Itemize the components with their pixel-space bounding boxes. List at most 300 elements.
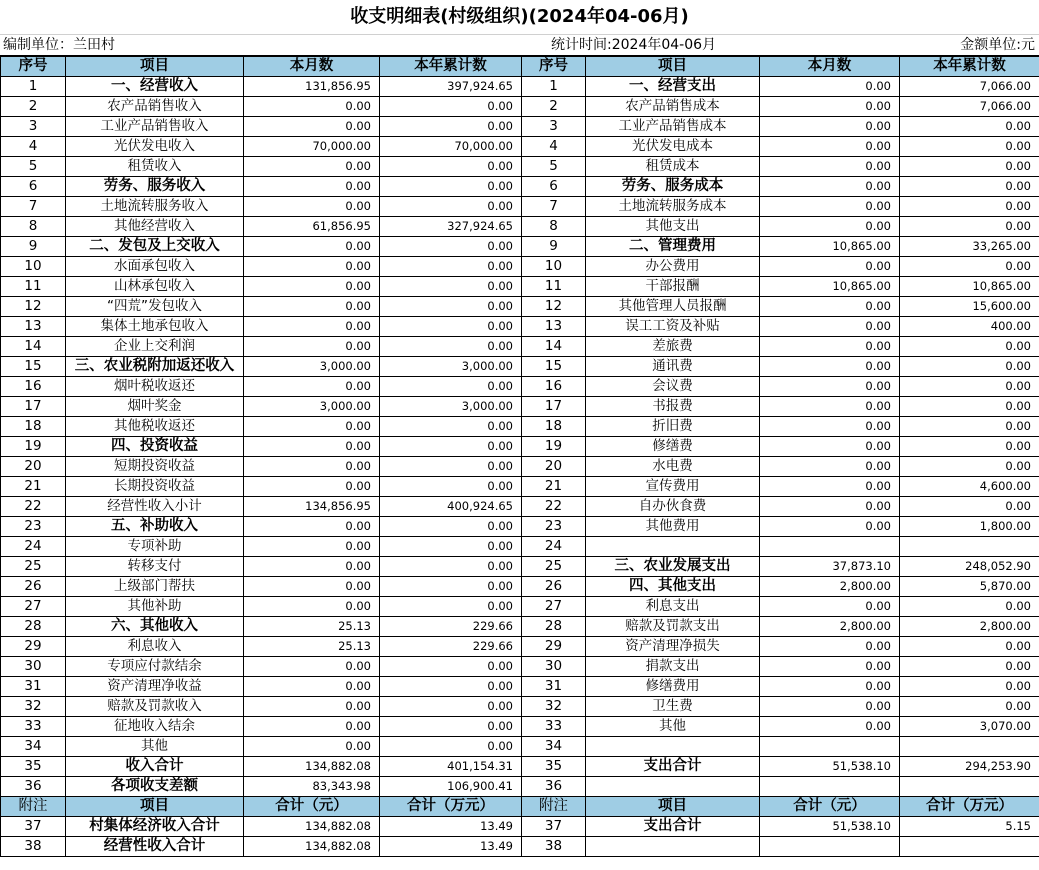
income-row-number: 11 (1, 277, 66, 297)
table-row (1, 177, 1039, 197)
income-current-amount: 0.00 (244, 117, 380, 137)
income-ytd-amount: 0.00 (380, 417, 522, 437)
expense-item-name: 会议费 (586, 377, 760, 397)
expense-ytd-amount: 294,253.90 (900, 757, 1039, 777)
income-ytd-amount: 0.00 (380, 257, 522, 277)
income-item-name: 上级部门帮扶 (66, 577, 244, 597)
income-row-number: 31 (1, 677, 66, 697)
table-header-row (1, 57, 1039, 77)
income-row-number: 5 (1, 157, 66, 177)
income-item-name: 经营性收入小计 (66, 497, 244, 517)
expense-current-amount: 0.00 (760, 397, 900, 417)
expense-current-amount: 51,538.10 (760, 757, 900, 777)
expense-row-number: 9 (522, 237, 586, 257)
income-row-number: 6 (1, 177, 66, 197)
expense-ytd-amount: 0.00 (900, 177, 1039, 197)
expense-ytd-amount: 5,870.00 (900, 577, 1039, 597)
income-ytd-amount: 0.00 (380, 337, 522, 357)
expense-item-name: 水电费 (586, 457, 760, 477)
expense-ytd-amount: 0.00 (900, 637, 1039, 657)
expense-ytd-amount (900, 537, 1039, 557)
expense-ytd-amount: 0.00 (900, 137, 1039, 157)
expense-item-name: 自办伙食费 (586, 497, 760, 517)
expense-row-number: 32 (522, 697, 586, 717)
expense-ytd-amount (900, 777, 1039, 797)
table-row (1, 637, 1039, 657)
table-row (1, 217, 1039, 237)
income-ytd-amount: 0.00 (380, 677, 522, 697)
expense-current-amount: 51,538.10 (760, 817, 900, 837)
expense-current-amount: 0.00 (760, 637, 900, 657)
unit-label: 编制单位：兰田村 (3, 37, 115, 53)
income-item-name: 经营性收入合计 (66, 837, 244, 857)
income-item-name: 长期投资收益 (66, 477, 244, 497)
expense-row-number: 37 (522, 817, 586, 837)
income-row-number: 34 (1, 737, 66, 757)
income-current-amount: 134,882.08 (244, 757, 380, 777)
table-row (1, 137, 1039, 157)
expense-item-name: 误工工资及补贴 (586, 317, 760, 337)
expense-item-name: 书报费 (586, 397, 760, 417)
expense-current-amount: 0.00 (760, 337, 900, 357)
expense-item-name: 一、经营支出 (586, 77, 760, 97)
table-row (1, 97, 1039, 117)
income-current-amount: 0.00 (244, 97, 380, 117)
income-item-name: 水面承包收入 (66, 257, 244, 277)
expense-row-number: 30 (522, 657, 586, 677)
income-item-name: 三、农业税附加返还收入 (66, 357, 244, 377)
expense-row-number: 8 (522, 217, 586, 237)
table-row (1, 497, 1039, 517)
income-current-amount: 134,882.08 (244, 837, 380, 857)
income-ytd-amount: 0.00 (380, 97, 522, 117)
expense-current-amount: 0.00 (760, 317, 900, 337)
expense-ytd-amount (900, 837, 1039, 857)
expense-current-amount (760, 737, 900, 757)
expense-row-number: 29 (522, 637, 586, 657)
income-row-number: 25 (1, 557, 66, 577)
expense-row-number: 2 (522, 97, 586, 117)
expense-ytd-amount: 2,800.00 (900, 617, 1039, 637)
column-header: 序号 (522, 57, 586, 77)
expense-ytd-amount: 0.00 (900, 257, 1039, 277)
expense-item-name: 干部报酬 (586, 277, 760, 297)
expense-item-name: 农产品销售成本 (586, 97, 760, 117)
expense-item-name: 卫生费 (586, 697, 760, 717)
expense-current-amount: 0.00 (760, 717, 900, 737)
income-row-number: 20 (1, 457, 66, 477)
income-item-name: 烟叶税收返还 (66, 377, 244, 397)
expense-current-amount: 2,800.00 (760, 577, 900, 597)
expense-item-name: 光伏发电成本 (586, 137, 760, 157)
income-ytd-amount: 0.00 (380, 177, 522, 197)
table-row (1, 377, 1039, 397)
table-row (1, 277, 1039, 297)
income-current-amount: 0.00 (244, 437, 380, 457)
table-row (1, 77, 1039, 97)
income-ytd-amount: 0.00 (380, 597, 522, 617)
period-label: 统计时间:2024年04-06月 (551, 37, 717, 53)
expense-item-name: 宣传费用 (586, 477, 760, 497)
report-meta (0, 35, 1039, 56)
expense-ytd-amount: 0.00 (900, 157, 1039, 177)
footer-column-header: 合计（万元） (380, 797, 522, 817)
expense-row-number: 13 (522, 317, 586, 337)
income-ytd-amount: 0.00 (380, 457, 522, 477)
expense-current-amount: 0.00 (760, 477, 900, 497)
income-item-name: 短期投资收益 (66, 457, 244, 477)
income-ytd-amount: 106,900.41 (380, 777, 522, 797)
expense-current-amount: 0.00 (760, 437, 900, 457)
income-current-amount: 0.00 (244, 457, 380, 477)
income-current-amount: 0.00 (244, 537, 380, 557)
expense-row-number: 35 (522, 757, 586, 777)
income-current-amount: 0.00 (244, 377, 380, 397)
expense-ytd-amount: 0.00 (900, 697, 1039, 717)
expense-item-name: 其他 (586, 717, 760, 737)
income-item-name: 六、其他收入 (66, 617, 244, 637)
income-item-name: 村集体经济收入合计 (66, 817, 244, 837)
income-row-number: 2 (1, 97, 66, 117)
expense-ytd-amount: 3,070.00 (900, 717, 1039, 737)
income-row-number: 14 (1, 337, 66, 357)
income-current-amount: 3,000.00 (244, 397, 380, 417)
expense-item-name: 资产清理净损失 (586, 637, 760, 657)
income-row-number: 15 (1, 357, 66, 377)
income-current-amount: 0.00 (244, 257, 380, 277)
income-current-amount: 0.00 (244, 697, 380, 717)
expense-current-amount: 0.00 (760, 517, 900, 537)
table-row (1, 717, 1039, 737)
income-ytd-amount: 400,924.65 (380, 497, 522, 517)
table-row (1, 757, 1039, 777)
expense-row-number: 31 (522, 677, 586, 697)
expense-current-amount: 0.00 (760, 457, 900, 477)
income-current-amount: 0.00 (244, 337, 380, 357)
table-row (1, 697, 1039, 717)
income-row-number: 33 (1, 717, 66, 737)
income-row-number: 30 (1, 657, 66, 677)
income-current-amount: 0.00 (244, 317, 380, 337)
income-row-number: 32 (1, 697, 66, 717)
income-item-name: 企业上交利润 (66, 337, 244, 357)
income-row-number: 16 (1, 377, 66, 397)
column-header: 项目 (586, 57, 760, 77)
income-row-number: 26 (1, 577, 66, 597)
table-row (1, 397, 1039, 417)
expense-current-amount: 37,873.10 (760, 557, 900, 577)
expense-ytd-amount: 7,066.00 (900, 77, 1039, 97)
expense-row-number: 19 (522, 437, 586, 457)
income-item-name: 各项收支差额 (66, 777, 244, 797)
expense-ytd-amount: 1,800.00 (900, 517, 1039, 537)
income-item-name: 租赁收入 (66, 157, 244, 177)
expense-ytd-amount: 0.00 (900, 597, 1039, 617)
table-row (1, 297, 1039, 317)
income-current-amount: 0.00 (244, 737, 380, 757)
income-current-amount: 0.00 (244, 197, 380, 217)
table-row (1, 777, 1039, 797)
expense-item-name: 修缮费用 (586, 677, 760, 697)
income-ytd-amount: 0.00 (380, 157, 522, 177)
expense-item-name: 赔款及罚款支出 (586, 617, 760, 637)
income-current-amount: 134,882.08 (244, 817, 380, 837)
income-ytd-amount: 0.00 (380, 117, 522, 137)
expense-current-amount: 10,865.00 (760, 277, 900, 297)
expense-row-number: 21 (522, 477, 586, 497)
income-current-amount: 83,343.98 (244, 777, 380, 797)
expense-ytd-amount: 0.00 (900, 497, 1039, 517)
income-row-number: 3 (1, 117, 66, 137)
income-current-amount: 0.00 (244, 597, 380, 617)
income-current-amount: 0.00 (244, 297, 380, 317)
income-row-number: 10 (1, 257, 66, 277)
expense-ytd-amount: 0.00 (900, 217, 1039, 237)
table-row (1, 557, 1039, 577)
income-ytd-amount: 229.66 (380, 617, 522, 637)
expense-current-amount: 0.00 (760, 357, 900, 377)
table-row (1, 197, 1039, 217)
income-ytd-amount: 0.00 (380, 577, 522, 597)
expense-row-number: 28 (522, 617, 586, 637)
expense-row-number: 24 (522, 537, 586, 557)
income-row-number: 12 (1, 297, 66, 317)
expense-row-number: 3 (522, 117, 586, 137)
income-ytd-amount: 3,000.00 (380, 397, 522, 417)
income-item-name: 四、投资收益 (66, 437, 244, 457)
table-row (1, 477, 1039, 497)
income-ytd-amount: 13.49 (380, 817, 522, 837)
income-row-number: 21 (1, 477, 66, 497)
income-current-amount: 25.13 (244, 617, 380, 637)
expense-ytd-amount: 0.00 (900, 677, 1039, 697)
table-row (1, 657, 1039, 677)
income-item-name: 劳务、服务收入 (66, 177, 244, 197)
income-ytd-amount: 0.00 (380, 297, 522, 317)
income-item-name: 赔款及罚款收入 (66, 697, 244, 717)
expense-item-name: 捐款支出 (586, 657, 760, 677)
income-item-name: 利息收入 (66, 637, 244, 657)
expense-item-name: 四、其他支出 (586, 577, 760, 597)
income-row-number: 8 (1, 217, 66, 237)
income-ytd-amount: 0.00 (380, 717, 522, 737)
income-current-amount: 0.00 (244, 237, 380, 257)
income-item-name: 征地收入结余 (66, 717, 244, 737)
income-row-number: 17 (1, 397, 66, 417)
expense-item-name: 土地流转服务成本 (586, 197, 760, 217)
income-item-name: 山林承包收入 (66, 277, 244, 297)
table-row (1, 537, 1039, 557)
expense-row-number: 36 (522, 777, 586, 797)
income-ytd-amount: 0.00 (380, 517, 522, 537)
expense-item-name: 其他支出 (586, 217, 760, 237)
expense-current-amount: 0.00 (760, 297, 900, 317)
expense-ytd-amount: 400.00 (900, 317, 1039, 337)
expense-row-number: 12 (522, 297, 586, 317)
income-row-number: 38 (1, 837, 66, 857)
income-ytd-amount: 0.00 (380, 697, 522, 717)
footer-column-header: 合计（元） (760, 797, 900, 817)
expense-current-amount: 0.00 (760, 377, 900, 397)
income-ytd-amount: 0.00 (380, 377, 522, 397)
income-ytd-amount: 0.00 (380, 537, 522, 557)
income-current-amount: 0.00 (244, 157, 380, 177)
income-current-amount: 3,000.00 (244, 357, 380, 377)
expense-item-name: 劳务、服务成本 (586, 177, 760, 197)
expense-item-name: 支出合计 (586, 757, 760, 777)
expense-current-amount: 0.00 (760, 97, 900, 117)
income-ytd-amount: 0.00 (380, 277, 522, 297)
income-current-amount: 0.00 (244, 417, 380, 437)
income-ytd-amount: 397,924.65 (380, 77, 522, 97)
income-row-number: 29 (1, 637, 66, 657)
income-current-amount: 0.00 (244, 557, 380, 577)
expense-row-number: 10 (522, 257, 586, 277)
expense-current-amount (760, 837, 900, 857)
income-current-amount: 0.00 (244, 517, 380, 537)
expense-item-name (586, 777, 760, 797)
expense-item-name: 其他费用 (586, 517, 760, 537)
expense-ytd-amount: 0.00 (900, 397, 1039, 417)
expense-ytd-amount: 0.00 (900, 357, 1039, 377)
column-header: 本月数 (760, 57, 900, 77)
expense-ytd-amount: 0.00 (900, 377, 1039, 397)
income-row-number: 1 (1, 77, 66, 97)
income-item-name: 收入合计 (66, 757, 244, 777)
expense-ytd-amount: 0.00 (900, 657, 1039, 677)
income-item-name: 土地流转服务收入 (66, 197, 244, 217)
income-item-name: 一、经营收入 (66, 77, 244, 97)
expense-ytd-amount: 0.00 (900, 337, 1039, 357)
income-current-amount: 0.00 (244, 577, 380, 597)
table-row (1, 517, 1039, 537)
table-row (1, 417, 1039, 437)
expense-current-amount (760, 777, 900, 797)
table-row (1, 257, 1039, 277)
expense-ytd-amount: 0.00 (900, 197, 1039, 217)
income-item-name: 转移支付 (66, 557, 244, 577)
income-ytd-amount: 0.00 (380, 477, 522, 497)
expense-current-amount: 0.00 (760, 137, 900, 157)
income-current-amount: 0.00 (244, 657, 380, 677)
income-row-number: 13 (1, 317, 66, 337)
income-row-number: 35 (1, 757, 66, 777)
expense-current-amount: 10,865.00 (760, 237, 900, 257)
expense-ytd-amount: 15,600.00 (900, 297, 1039, 317)
income-current-amount: 25.13 (244, 637, 380, 657)
expense-current-amount: 0.00 (760, 77, 900, 97)
column-header: 本年累计数 (380, 57, 522, 77)
income-ytd-amount: 0.00 (380, 317, 522, 337)
income-item-name: 农产品销售收入 (66, 97, 244, 117)
expense-ytd-amount: 0.00 (900, 117, 1039, 137)
income-item-name: 二、发包及上交收入 (66, 237, 244, 257)
income-item-name: 资产清理净收益 (66, 677, 244, 697)
income-item-name: 工业产品销售收入 (66, 117, 244, 137)
income-row-number: 22 (1, 497, 66, 517)
table-row (1, 457, 1039, 477)
income-item-name: 其他 (66, 737, 244, 757)
income-current-amount: 0.00 (244, 717, 380, 737)
income-row-number: 27 (1, 597, 66, 617)
footer-column-header: 合计（元） (244, 797, 380, 817)
expense-current-amount: 0.00 (760, 197, 900, 217)
expense-current-amount: 0.00 (760, 257, 900, 277)
column-header: 本年累计数 (900, 57, 1039, 77)
expense-current-amount: 0.00 (760, 217, 900, 237)
income-ytd-amount: 327,924.65 (380, 217, 522, 237)
expense-current-amount: 0.00 (760, 677, 900, 697)
expense-row-number: 26 (522, 577, 586, 597)
income-ytd-amount: 401,154.31 (380, 757, 522, 777)
expense-row-number: 38 (522, 837, 586, 857)
expense-item-name: 二、管理费用 (586, 237, 760, 257)
income-row-number: 23 (1, 517, 66, 537)
expense-row-number: 33 (522, 717, 586, 737)
income-ytd-amount: 70,000.00 (380, 137, 522, 157)
expense-current-amount: 0.00 (760, 497, 900, 517)
income-row-number: 7 (1, 197, 66, 217)
expense-item-name: 工业产品销售成本 (586, 117, 760, 137)
income-current-amount: 0.00 (244, 277, 380, 297)
expense-row-number: 27 (522, 597, 586, 617)
expense-ytd-amount: 248,052.90 (900, 557, 1039, 577)
expense-row-number: 18 (522, 417, 586, 437)
expense-item-name: 差旅费 (586, 337, 760, 357)
footer-column-header: 项目 (586, 797, 760, 817)
expense-current-amount: 0.00 (760, 597, 900, 617)
income-item-name: 其他税收返还 (66, 417, 244, 437)
income-expense-table (0, 56, 1039, 857)
expense-row-number: 7 (522, 197, 586, 217)
income-current-amount: 134,856.95 (244, 497, 380, 517)
expense-item-name: 租赁成本 (586, 157, 760, 177)
expense-item-name: 三、农业发展支出 (586, 557, 760, 577)
income-row-number: 24 (1, 537, 66, 557)
income-item-name: 光伏发电收入 (66, 137, 244, 157)
income-item-name: 烟叶奖金 (66, 397, 244, 417)
income-current-amount: 131,856.95 (244, 77, 380, 97)
expense-row-number: 15 (522, 357, 586, 377)
income-item-name: 其他经营收入 (66, 217, 244, 237)
income-current-amount: 0.00 (244, 677, 380, 697)
expense-row-number: 34 (522, 737, 586, 757)
footer-column-header: 附注 (1, 797, 66, 817)
table-row (1, 437, 1039, 457)
expense-row-number: 17 (522, 397, 586, 417)
expense-row-number: 23 (522, 517, 586, 537)
expense-item-name: 支出合计 (586, 817, 760, 837)
table-row (1, 677, 1039, 697)
expense-current-amount: 0.00 (760, 177, 900, 197)
column-header: 项目 (66, 57, 244, 77)
income-row-number: 37 (1, 817, 66, 837)
expense-current-amount: 2,800.00 (760, 617, 900, 637)
expense-item-name: 其他管理人员报酬 (586, 297, 760, 317)
income-item-name: 集体土地承包收入 (66, 317, 244, 337)
income-ytd-amount: 0.00 (380, 197, 522, 217)
expense-ytd-amount: 33,265.00 (900, 237, 1039, 257)
expense-ytd-amount (900, 737, 1039, 757)
expense-item-name (586, 837, 760, 857)
income-current-amount: 0.00 (244, 177, 380, 197)
expense-ytd-amount: 5.15 (900, 817, 1039, 837)
currency-label: 金额单位:元 (960, 37, 1035, 53)
expense-row-number: 11 (522, 277, 586, 297)
income-row-number: 4 (1, 137, 66, 157)
expense-current-amount: 0.00 (760, 117, 900, 137)
expense-item-name (586, 537, 760, 557)
